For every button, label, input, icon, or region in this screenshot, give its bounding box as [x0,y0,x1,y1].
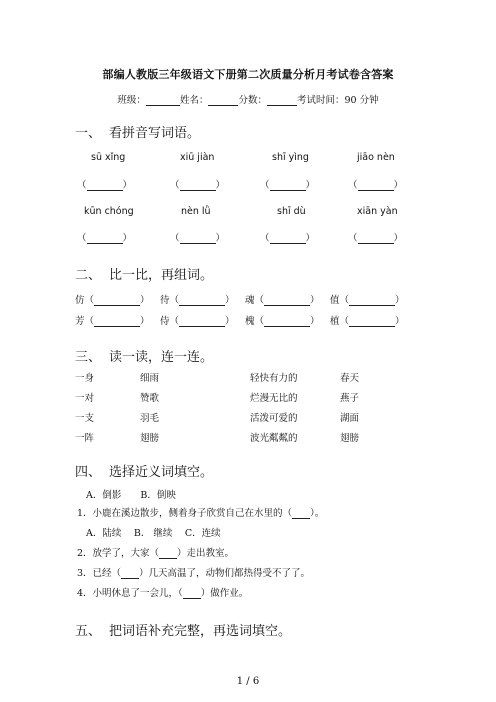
match-word[interactable]: 湖面 [340,413,360,424]
match-word[interactable]: 烂漫无比的 [250,393,298,404]
page-title: 部编人教版三年级语文下册第二次质量分析月考试卷含答案 [102,68,394,81]
pinyin: nèn lǜ [181,206,211,217]
section-1-title: 看拼音写词语。 [109,126,201,141]
section-4-number: 四、 [75,465,102,480]
section-3-heading [75,346,213,365]
match-word[interactable]: 活泼可爱的 [250,413,298,424]
pinyin: shī yìng [272,152,309,163]
answer-blank[interactable] [121,569,139,579]
exam-time: 考试时间：90 分钟 [296,95,379,106]
student-info-line [0,92,496,106]
section-2-heading [75,264,213,283]
pinyin: jiāo nèn [357,152,395,163]
class-label: 班级： [117,95,146,106]
question-4: 4．小明休息了一会儿，（ ）做作业。 [77,588,249,599]
word-group-item[interactable]: 值（ ） [330,295,405,306]
pinyin: xiū jiàn [180,152,215,163]
match-word[interactable]: 一阵 [75,433,95,444]
section-1-number: 一、 [75,126,102,141]
answer-blank[interactable]: （ ） [170,180,226,191]
answer-blank[interactable]: （ ） [260,180,316,191]
answer-blank[interactable]: （ ） [348,233,404,244]
page-number: 1 / 6 [236,676,260,687]
section-5-title: 把词语补充完整，再选词填空。 [109,624,292,639]
match-word[interactable]: 一身 [75,373,95,384]
match-word[interactable]: 波光粼粼的 [250,433,298,444]
section-5-heading [75,620,291,639]
choice-options: A．倒影 B．倒映 [86,490,176,501]
choice-options: A．陆续 B． 继续 C．连续 [86,528,221,539]
answer-blank[interactable] [183,589,201,599]
answer-blank[interactable]: （ ） [77,180,133,191]
word-group-item[interactable]: 仿（ ） [75,295,150,306]
section-5-number: 五、 [75,624,102,639]
question-1: 1．小鹿在溪边散步，侧着身子欣赏自己在水里的（ ）。 [77,508,325,519]
section-4-heading [75,461,213,480]
word-group-item[interactable]: 魂（ ） [245,295,320,306]
word-group-item[interactable]: 芳（ ） [75,316,150,327]
match-word[interactable]: 燕子 [340,393,360,404]
match-word[interactable]: 轻快有力的 [250,373,298,384]
pinyin: sū xǐng [91,152,126,163]
pinyin: xiān yàn [357,206,398,217]
answer-blank[interactable] [159,549,177,559]
name-blank[interactable] [208,95,238,106]
score-label: 分数： [238,95,267,106]
match-word[interactable]: 赞歌 [140,393,160,404]
match-word[interactable]: 一支 [75,413,95,424]
section-2-title: 比一比，再组词。 [109,268,214,283]
section-2-number: 二、 [75,268,102,283]
answer-blank[interactable]: （ ） [77,233,133,244]
match-word[interactable]: 春天 [340,373,360,384]
answer-blank[interactable]: （ ） [170,233,226,244]
word-group-item[interactable]: 侍（ ） [160,316,235,327]
score-blank[interactable] [267,95,297,106]
match-word[interactable]: 翅膀 [140,433,160,444]
word-group-item[interactable]: 槐（ ） [245,316,320,327]
pinyin: kūn chóng [84,206,134,217]
class-blank[interactable] [146,95,180,106]
match-word[interactable]: 羽毛 [140,413,160,424]
question-3: 3．已经（ ）几天高温了，动物们都热得受不了了。 [77,568,311,579]
answer-blank[interactable] [292,509,310,519]
word-group-item[interactable]: 待（ ） [160,295,235,306]
section-4-title: 选择近义词填空。 [109,465,214,480]
match-word[interactable]: 细雨 [140,373,160,384]
section-3-number: 三、 [75,350,102,365]
section-3-title: 读一读，连一连。 [109,350,214,365]
word-group-item[interactable]: 植（ ） [330,316,405,327]
answer-blank[interactable]: （ ） [348,180,404,191]
match-word[interactable]: 翅膀 [340,433,360,444]
section-1-heading [75,122,200,141]
name-label: 姓名： [179,95,209,106]
pinyin: shī dù [277,206,306,217]
match-word[interactable]: 一对 [75,393,95,404]
answer-blank[interactable]: （ ） [260,233,316,244]
question-2: 2．放学了，大家（ ）走出教室。 [77,548,235,559]
